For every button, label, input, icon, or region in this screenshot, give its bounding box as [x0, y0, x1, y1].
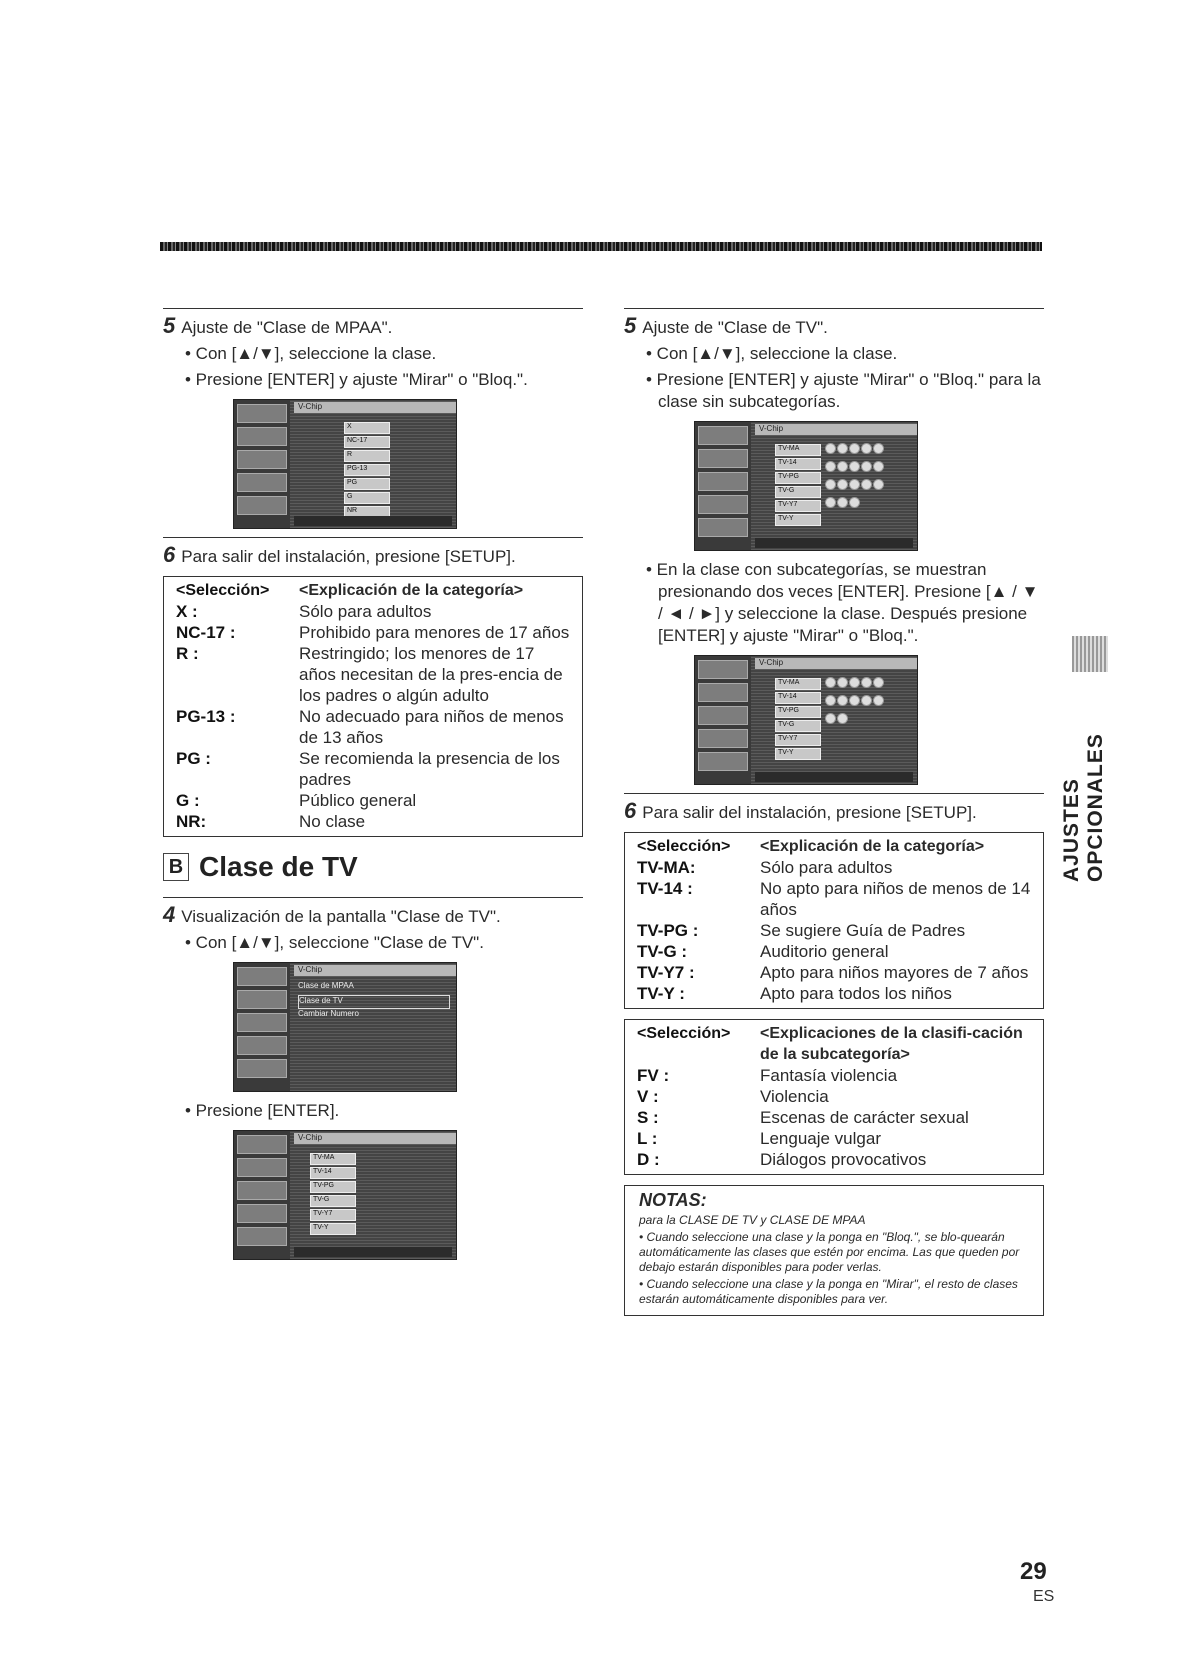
- screen-title: V-Chip: [755, 658, 917, 669]
- table-row: PG-13 : No adecuado para niños de menos de 13 años: [176, 707, 564, 747]
- table-row: NC-17 : Prohibido para menores de 17 años: [176, 623, 570, 642]
- section-rule: [163, 308, 583, 309]
- note-item: • Cuando seleccione una clase y la ponga en "Mirar", el resto de clases estarán automáticamente disponibles para ver.: [639, 1277, 1018, 1306]
- list-item: TV-MA: [310, 1153, 356, 1165]
- screen-menu: [234, 963, 290, 1091]
- mpaa-rating-table: [163, 576, 583, 837]
- screen-footer: [294, 1247, 452, 1257]
- list-item: G: [344, 492, 390, 504]
- list-item: TV-Y7: [310, 1209, 356, 1221]
- list-item: TV-Y: [310, 1223, 356, 1235]
- rating-list: [310, 1151, 356, 1237]
- bullet-press-enter: • Presione [ENTER] y ajuste "Mirar" o "Bloq.".: [185, 370, 528, 389]
- screen-menu: [695, 422, 751, 550]
- list-item: TV-G: [775, 720, 821, 732]
- section-title: B Clase de TV: [163, 851, 583, 883]
- menu-option-selected: Clase de TV: [298, 995, 450, 1009]
- screen-menu: [234, 1131, 290, 1259]
- lock-grid: [825, 442, 885, 514]
- list-item: PG-13: [344, 464, 390, 476]
- table-row: X : Sólo para adultos: [176, 602, 432, 621]
- right-column: [624, 308, 1044, 1316]
- screen-tv-class: [694, 421, 918, 551]
- table-row: TV-PG : Se sugiere Guía de Padres: [637, 921, 966, 940]
- header-rule: [160, 242, 1042, 251]
- list-item: TV-Y: [775, 514, 821, 526]
- list-item: TV-PG: [310, 1181, 356, 1193]
- screen-title: V-Chip: [294, 402, 456, 413]
- section-rule: [624, 308, 1044, 309]
- screen-mpaa: [233, 399, 457, 529]
- list-item: R: [344, 450, 390, 462]
- list-item: TV-Y: [775, 748, 821, 760]
- notes-subtitle: para la CLASE DE TV y CLASE DE MPAA: [639, 1213, 866, 1227]
- screen-footer: [755, 538, 913, 548]
- subcategory-table: [624, 1019, 1044, 1175]
- screen-title: V-Chip: [294, 965, 456, 976]
- section-rule: [163, 537, 583, 538]
- step-4-display: 4 Visualización de la pantalla "Clase de TV".: [163, 902, 501, 927]
- table-row: TV-MA: Sólo para adultos: [637, 858, 893, 877]
- bullet-select-class: • Con [▲/▼], seleccione la clase.: [646, 344, 898, 363]
- table-header: <Selección> <Explicaciones de la clasifi-cación de la subcategoría>: [637, 1025, 1023, 1063]
- table-header: <Selección> <Explicación de la categoría>: [637, 838, 985, 855]
- side-tab-label: AJUSTES OPCIONALES: [1060, 733, 1107, 882]
- step-6-exit: 6 Para salir del instalación, presione [SETUP].: [624, 798, 977, 823]
- list-item: TV-PG: [775, 706, 821, 718]
- list-item: TV-Y7: [775, 500, 821, 512]
- list-item: X: [344, 422, 390, 434]
- menu-option: Cambiar Numero: [298, 1009, 359, 1018]
- screen-title: V-Chip: [755, 424, 917, 435]
- bullet-press-enter: • Presione [ENTER] y ajuste "Mirar" o "Bloq." para la clase sin subcategorías.: [646, 370, 1041, 411]
- list-item: TV-14: [310, 1167, 356, 1179]
- section-rule: [163, 897, 583, 898]
- list-item: TV-G: [310, 1195, 356, 1207]
- screen-vchip-menu: [233, 962, 457, 1092]
- list-item: TV-G: [775, 486, 821, 498]
- screen-tv-subcategory: [694, 655, 918, 785]
- note-item: • Cuando seleccione una clase y la ponga en "Bloq.", se blo-quearán automáticamente las clases que estén por encima. Las que queden por debajo estarán disponibles para poder verlas.: [639, 1230, 1020, 1274]
- screen-menu: [695, 656, 751, 784]
- table-row: R : Restringido; los menores de 17 años necesitan de la pres-encia de los padres o algún adulto: [176, 644, 563, 705]
- rating-list: [344, 420, 390, 520]
- table-row: TV-Y7 : Apto para niños mayores de 7 años: [637, 963, 1029, 982]
- table-row: FV : Fantasía violencia: [637, 1066, 898, 1085]
- table-row: PG : Se recomienda la presencia de los padres: [176, 749, 560, 789]
- table-row: V : Violencia: [637, 1087, 829, 1106]
- step-6-exit: 6 Para salir del instalación, presione [SETUP].: [163, 542, 516, 567]
- table-row: L : Lenguaje vulgar: [637, 1129, 881, 1148]
- table-row: D : Diálogos provocativos: [637, 1150, 927, 1169]
- page-number: 29: [1020, 1558, 1047, 1585]
- section-badge: B: [163, 853, 189, 881]
- step-5-mpaa: 5 Ajuste de "Clase de MPAA".: [163, 313, 393, 338]
- screen-title: V-Chip: [294, 1133, 456, 1144]
- section-rule: [624, 793, 1044, 794]
- table-row: TV-Y : Apto para todos los niños: [637, 984, 952, 1003]
- table-header: <Selección> <Explicación de la categoría>: [176, 582, 524, 599]
- bullet-select-class: • Con [▲/▼], seleccione la clase.: [185, 344, 437, 363]
- screen-footer: [755, 772, 913, 782]
- table-row: NR: No clase: [176, 812, 366, 831]
- list-item: TV-MA: [775, 444, 821, 456]
- left-column: [163, 308, 583, 1268]
- rating-list: [775, 676, 821, 762]
- menu-option: Clase de MPAA: [298, 981, 354, 990]
- notes-box: [624, 1185, 1044, 1316]
- bullet-press-enter: • Presione [ENTER].: [185, 1101, 340, 1120]
- list-item: TV-PG: [775, 472, 821, 484]
- table-row: TV-14 : No apto para niños de menos de 14 años: [637, 879, 1031, 919]
- rating-list: [775, 442, 821, 528]
- bullet-subcategories: • En la clase con subcategorías, se muestran presionando dos veces [ENTER]. Presione [▲ / ▼ / ◄ / ►] y seleccione la clase. Después presione [ENTER] y ajuste "Mirar" o "Bloq.".: [646, 560, 1039, 645]
- list-item: TV-MA: [775, 678, 821, 690]
- table-row: TV-G : Auditorio general: [637, 942, 889, 961]
- list-item: NC-17: [344, 436, 390, 448]
- language-code: ES: [1033, 1588, 1055, 1605]
- table-row: G : Público general: [176, 791, 417, 810]
- list-item: TV-Y7: [775, 734, 821, 746]
- screen-footer: [294, 516, 452, 526]
- table-row: S : Escenas de carácter sexual: [637, 1108, 969, 1127]
- list-item: TV-14: [775, 458, 821, 470]
- step-5-tv: 5 Ajuste de "Clase de TV".: [624, 313, 828, 338]
- notes-title: NOTAS:: [639, 1190, 707, 1210]
- screen-tv-rating: [233, 1130, 457, 1260]
- list-item: PG: [344, 478, 390, 490]
- tv-rating-table: [624, 832, 1044, 1009]
- list-item: TV-14: [775, 692, 821, 704]
- lock-grid: [825, 676, 885, 730]
- list-item: NR: [344, 506, 390, 518]
- screen-menu: [234, 400, 290, 528]
- bullet-select-tv: • Con [▲/▼], seleccione "Clase de TV".: [185, 933, 484, 952]
